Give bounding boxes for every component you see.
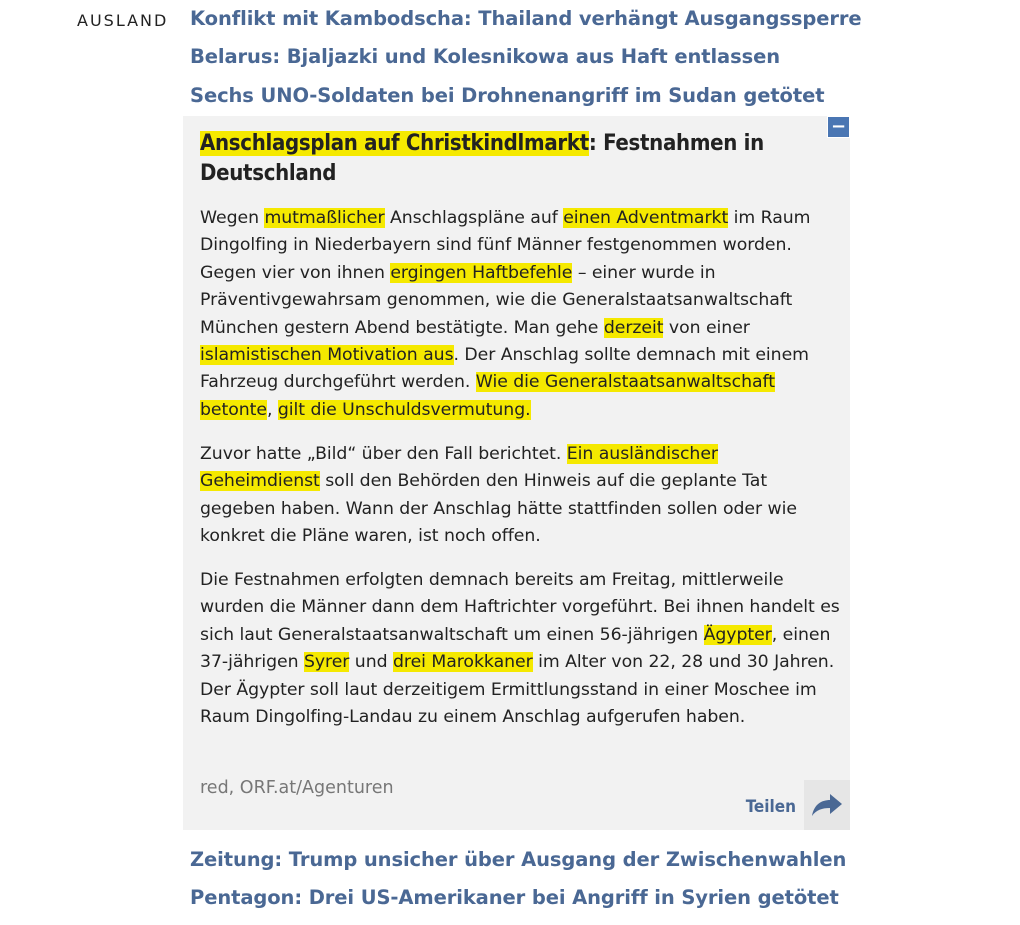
text: . Der Anschlag sollte demnach mit einem Fahrzeug durchgeführt werden.	[200, 345, 809, 393]
expanded-story	[183, 116, 850, 830]
highlight: einen Adventmarkt	[563, 208, 729, 228]
story-body	[200, 205, 840, 748]
share-arrow-icon	[804, 780, 850, 830]
headline-thailand[interactable]: Konflikt mit Kambodscha: Thailand verhängt Ausgangssperre	[190, 7, 862, 30]
headline-pentagon[interactable]: Pentagon: Drei US-Amerikaner bei Angriff in Syrien getötet	[190, 886, 839, 909]
text: , einen 37-jährigen	[200, 624, 831, 673]
highlight: islamistischen Motivation aus	[200, 345, 454, 366]
paragraph-2	[200, 441, 840, 551]
text: Wegen	[200, 208, 265, 228]
highlight: Ein ausländischer Geheimdienst	[200, 443, 718, 492]
highlight: derzeit	[603, 317, 664, 338]
text: – einer wurde in Präventivgewahrsam genommen, wie die Generalstaatsanwaltschaft München gestern Abend bestätigte. Man gehe	[200, 262, 793, 338]
text: soll den Behörden den Hinweis auf die geplante Tat gegeben haben. Wann der Anschlag hätte stattfinden sollen oder wie konkret die Pläne waren, ist noch offen.	[200, 471, 797, 546]
text: Anschlagspläne auf	[384, 208, 564, 228]
headline-sudan[interactable]: Sechs UNO-Soldaten bei Drohnenangriff im Sudan getötet	[190, 84, 825, 107]
text: im Alter von 22, 28 und 30 Jahren. Der Ägypter soll laut derzeitigem Ermittlungsstand in einer Moschee im Raum Dingolfing-Landau zu einem Anschlag aufgerufen haben.	[200, 652, 835, 727]
headline-trump[interactable]: Zeitung: Trump unsicher über Ausgang der Zwischenwahlen	[190, 848, 847, 871]
text: von einer	[663, 317, 750, 338]
section-label: AUSLAND	[77, 11, 169, 30]
share-button[interactable]	[746, 780, 850, 830]
highlight: betonte	[200, 399, 267, 420]
story-source: red, ORF.at/Agenturen	[200, 778, 394, 798]
text: Zuvor hatte „Bild“ über den Fall berichtet.	[200, 443, 567, 464]
highlight: Wie die Generalstaatsanwaltschaft	[475, 372, 775, 393]
text: im Raum Dingolfing in Niederbayern sind fünf Männer festgenommen worden. Gegen vier von ihnen	[200, 208, 811, 283]
title-highlight: Anschlagsplan auf Christkindlmarkt	[200, 131, 589, 156]
highlight: mutmaßlicher	[264, 208, 385, 228]
text: Die Festnahmen erfolgten demnach bereits am Freitag, mittlerweile wurden die Männer dann dem Haftrichter vorgeführt. Bei ihnen handelt es sich laut Generalstaatsanwaltschaft um einen 56-jährigen	[200, 569, 840, 645]
highlight: gilt die Unschuldsvermutung.	[277, 399, 531, 420]
paragraph-3	[200, 567, 840, 731]
highlight: Syrer	[303, 652, 350, 673]
title-rest: : Festnahmen in Deutschland	[200, 131, 764, 186]
share-label: Teilen	[745, 797, 796, 817]
collapse-button[interactable]: −	[827, 116, 850, 138]
story-title[interactable]	[200, 129, 800, 189]
text: ,	[266, 399, 278, 420]
paragraph-1	[200, 205, 840, 424]
highlight: ergingen Haftbefehle	[390, 262, 573, 283]
highlight: drei Marokkaner	[392, 652, 533, 673]
headline-belarus[interactable]: Belarus: Bjaljazki und Kolesnikowa aus Haft entlassen	[190, 45, 781, 68]
text: und	[349, 652, 393, 673]
highlight: Ägypter	[703, 624, 772, 645]
